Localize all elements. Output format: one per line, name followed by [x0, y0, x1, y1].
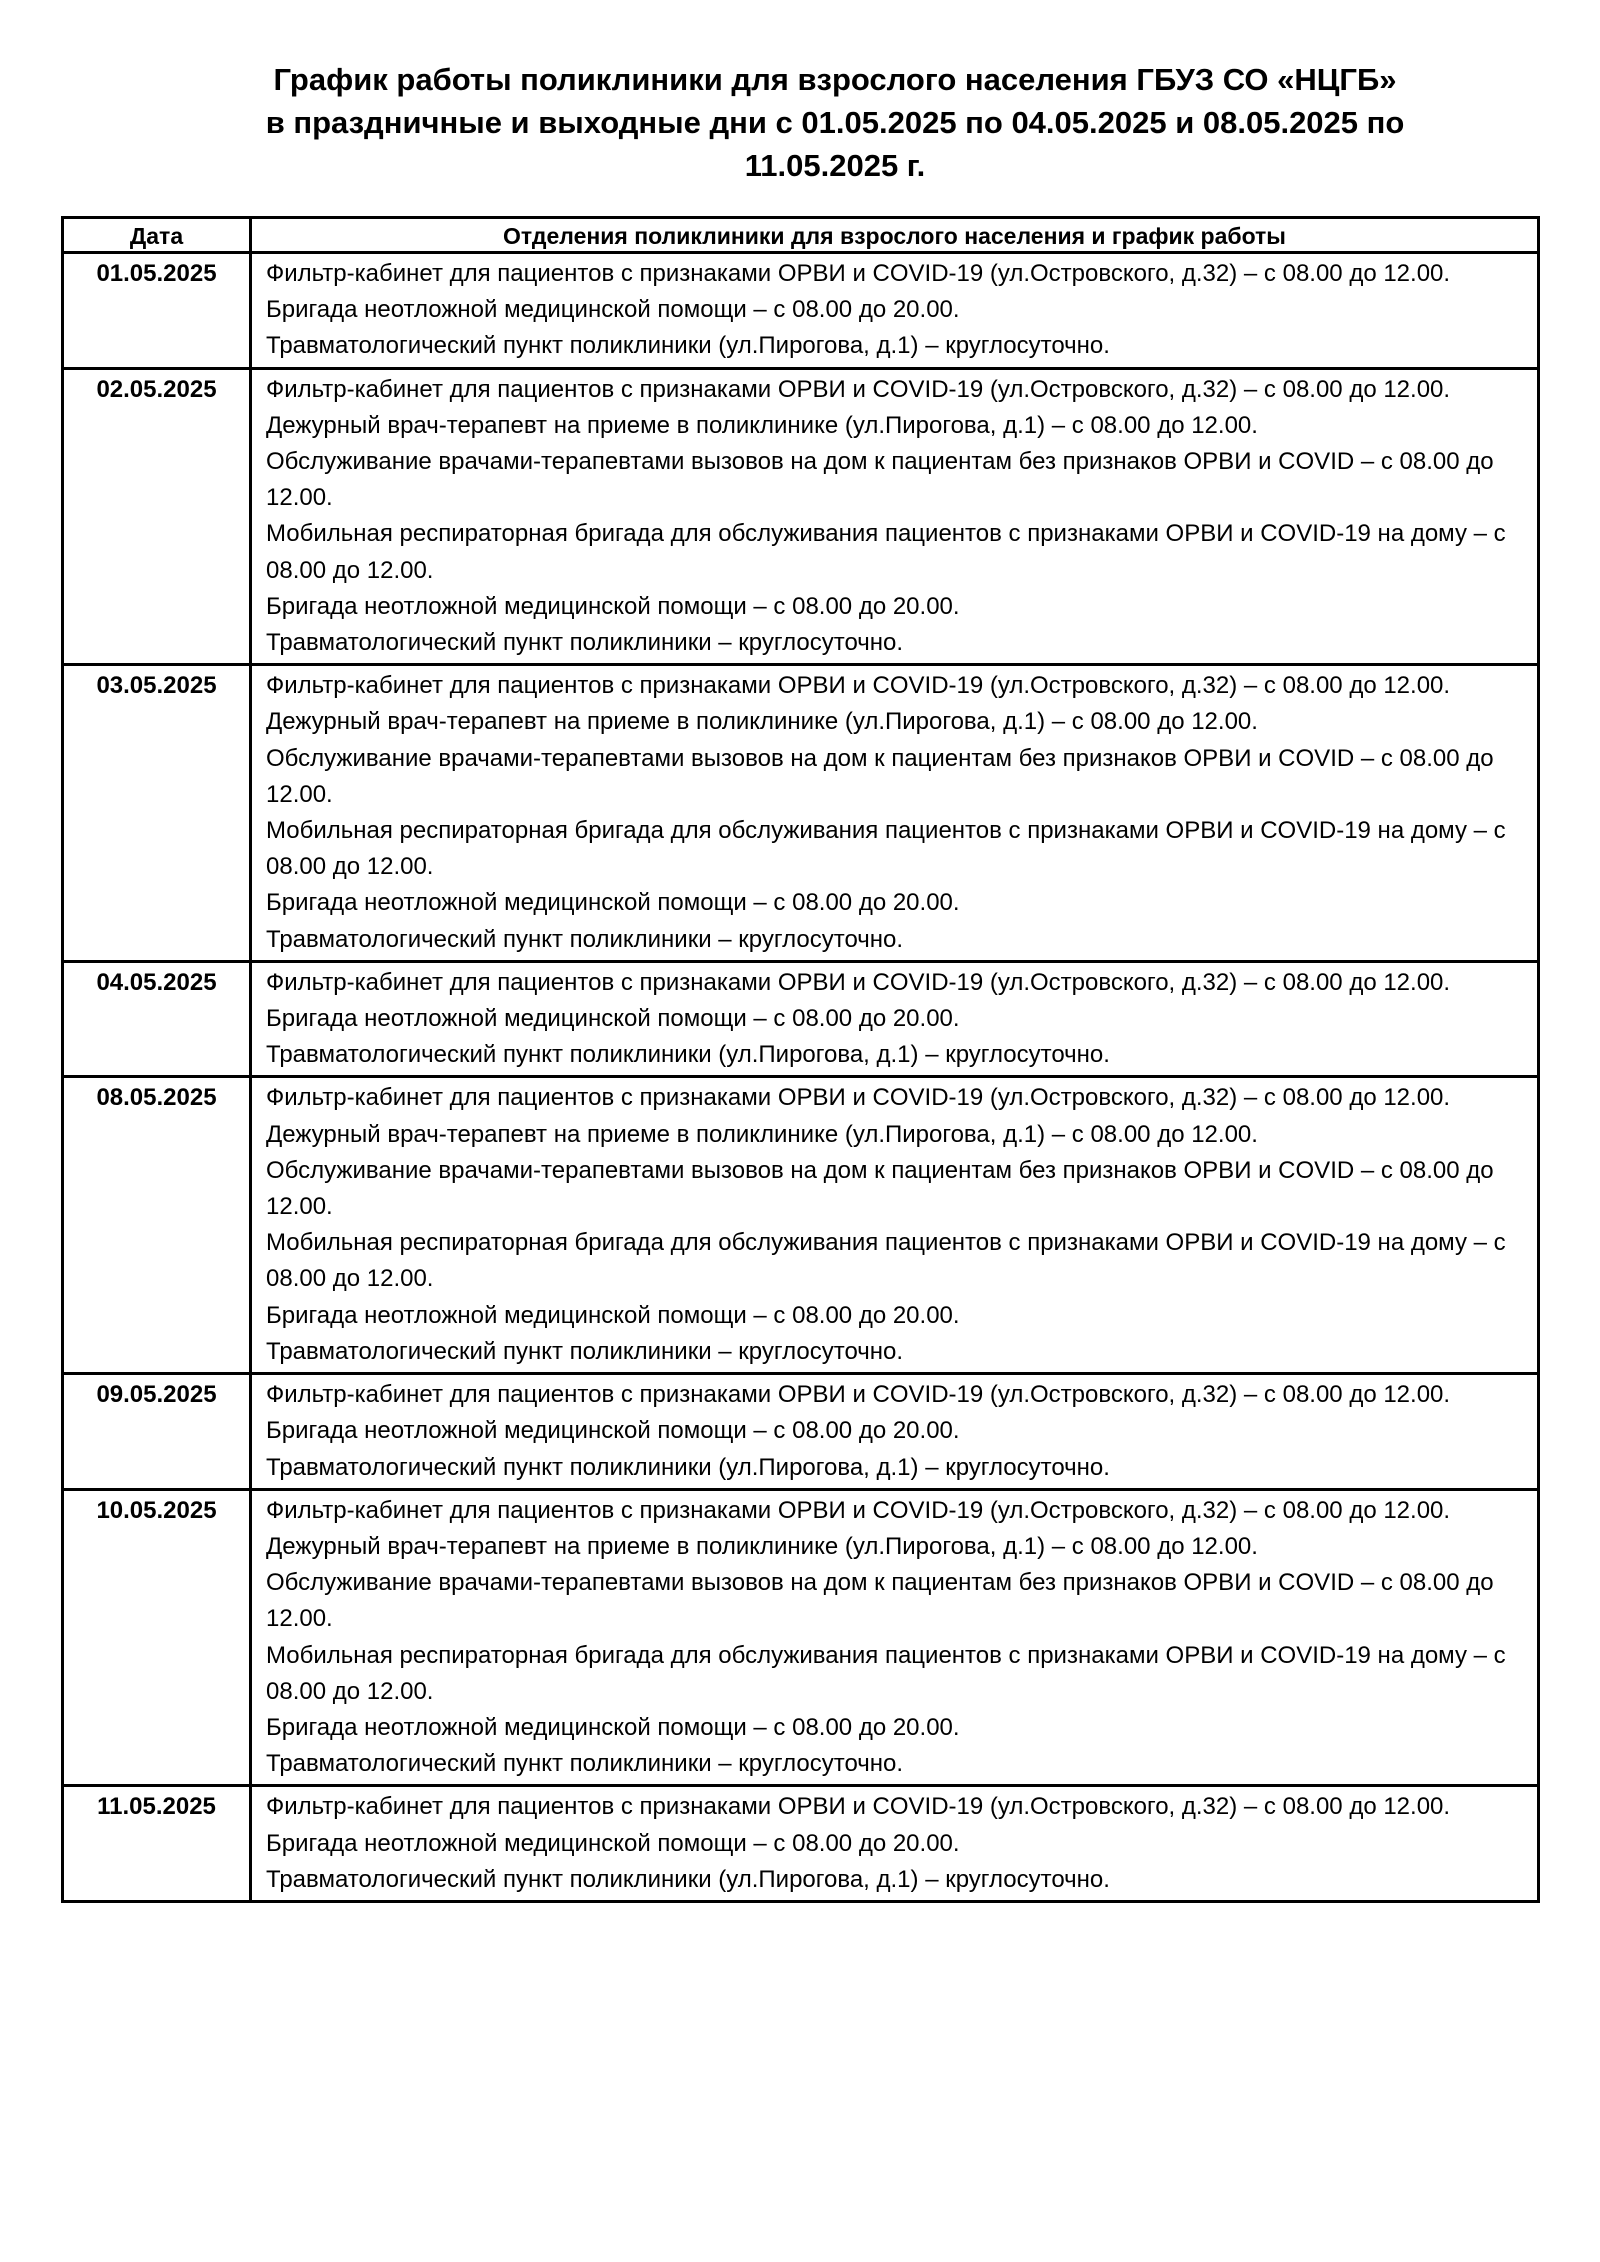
schedule-entry: Травматологический пункт поликлиники (ул.Пирогова, д.1) – круглосуточно.: [266, 1865, 1110, 1893]
table-row: [63, 1489, 1539, 1786]
row-date: 09.05.2025: [63, 1374, 251, 1490]
schedule-entry: Фильтр-кабинет для пациентов с признаками ОРВИ и COVID-19 (ул.Островского, д.32) – с 08.00 до 12.00.: [266, 260, 1451, 287]
schedule-entry: Травматологический пункт поликлиники (ул.Пирогова, д.1) – круглосуточно.: [266, 1453, 1110, 1481]
schedule-entry: Травматологический пункт поликлиники (ул.Пирогова, д.1) – круглосуточно.: [266, 332, 1110, 360]
schedule-entry: Дежурный врач-терапевт на приеме в поликлинике (ул.Пирогова, д.1) – с 08.00 до 12.00.: [266, 708, 1258, 736]
row-departments: [251, 1786, 1539, 1902]
schedule-entry: Мобильная респираторная бригада для обслуживания пациентов с признаками ОРВИ и COVID-19 на дому – с 08.00 до 12.00.: [266, 1229, 1506, 1293]
schedule-entry: Мобильная респираторная бригада для обслуживания пациентов с признаками ОРВИ и COVID-19 на дому – с 08.00 до 12.00.: [266, 1641, 1506, 1705]
schedule-entry: Обслуживание врачами-терапевтами вызовов на дом к пациентам без признаков ОРВИ и COVID – с 08.00 до 12.00.: [266, 448, 1494, 512]
row-date: 02.05.2025: [63, 368, 251, 665]
schedule-entry: Травматологический пункт поликлиники – круглосуточно.: [266, 1337, 904, 1365]
schedule-entry: Дежурный врач-терапевт на приеме в поликлинике (ул.Пирогова, д.1) – с 08.00 до 12.00.: [266, 411, 1258, 439]
schedule-entry: Фильтр-кабинет для пациентов с признаками ОРВИ и COVID-19 (ул.Островского, д.32) – с 08.00 до 12.00.: [266, 1793, 1451, 1821]
row-departments: [251, 1489, 1539, 1786]
table-header-row: [63, 218, 1539, 253]
schedule-entry: Фильтр-кабинет для пациентов с признаками ОРВИ и COVID-19 (ул.Островского, д.32) – с 08.00 до 12.00.: [266, 1381, 1451, 1409]
schedule-entry: Бригада неотложной медицинской помощи – с 08.00 до 20.00.: [266, 592, 960, 620]
row-date: 03.05.2025: [63, 665, 251, 962]
title-line: График работы поликлиники для взрослого населения ГБУЗ СО «НЦГБ»: [273, 62, 1397, 97]
schedule-entry: Травматологический пункт поликлиники (ул.Пирогова, д.1) – круглосуточно.: [266, 1041, 1110, 1069]
table-row: [63, 1077, 1539, 1374]
schedule-entry: Мобильная респираторная бригада для обслуживания пациентов с признаками ОРВИ и COVID-19 на дому – с 08.00 до 12.00.: [266, 817, 1506, 881]
table-row: [63, 1374, 1539, 1490]
schedule-entry: Обслуживание врачами-терапевтами вызовов на дом к пациентам без признаков ОРВИ и COVID – с 08.00 до 12.00.: [266, 1156, 1494, 1221]
row-departments: [251, 253, 1539, 369]
schedule-entry: Фильтр-кабинет для пациентов с признаками ОРВИ и COVID-19 (ул.Островского, д.32) – с 08.00 до 12.00.: [266, 1084, 1451, 1112]
row-departments: [251, 1374, 1539, 1490]
schedule-entry: Дежурный врач-терапевт на приеме в поликлинике (ул.Пирогова, д.1) – с 08.00 до 12.00.: [266, 1532, 1258, 1560]
schedule-entry: Бригада неотложной медицинской помощи – с 08.00 до 20.00.: [266, 296, 960, 324]
schedule-entry: Обслуживание врачами-терапевтами вызовов на дом к пациентам без признаков ОРВИ и COVID – с 08.00 до 12.00.: [266, 744, 1494, 808]
schedule-entry: Бригада неотложной медицинской помощи – с 08.00 до 20.00.: [266, 1301, 960, 1329]
schedule-entry: Травматологический пункт поликлиники – круглосуточно.: [266, 925, 904, 953]
schedule-body: [63, 253, 1539, 1902]
table-row: [63, 665, 1539, 962]
schedule-entry: Бригада неотложной медицинской помощи – с 08.00 до 20.00.: [266, 889, 960, 917]
table-row: [63, 253, 1539, 369]
schedule-table: [61, 216, 1540, 1903]
schedule-entry: Бригада неотложной медицинской помощи – с 08.00 до 20.00.: [266, 1417, 960, 1445]
schedule-entry: Обслуживание врачами-терапевтами вызовов на дом к пациентам без признаков ОРВИ и COVID – с 08.00 до 12.00.: [266, 1569, 1494, 1633]
schedule-entry: Бригада неотложной медицинской помощи – с 08.00 до 20.00.: [266, 1713, 960, 1741]
row-date: 08.05.2025: [63, 1077, 251, 1374]
header-departments: Отделения поликлиники для взрослого населения и график работы: [251, 218, 1539, 253]
schedule-entry: Дежурный врач-терапевт на приеме в поликлинике (ул.Пирогова, д.1) – с 08.00 до 12.00.: [266, 1120, 1258, 1148]
schedule-entry: Мобильная респираторная бригада для обслуживания пациентов с признаками ОРВИ и COVID-19 на дому – с 08.00 до 12.00.: [266, 520, 1506, 584]
schedule-entry: Фильтр-кабинет для пациентов с признаками ОРВИ и COVID-19 (ул.Островского, д.32) – с 08.00 до 12.00.: [266, 375, 1451, 403]
row-departments: [251, 368, 1539, 665]
row-date: 01.05.2025: [63, 253, 251, 369]
schedule-entry: Бригада неотложной медицинской помощи – с 08.00 до 20.00.: [266, 1829, 960, 1857]
table-row: [63, 368, 1539, 665]
schedule-entry: Фильтр-кабинет для пациентов с признаками ОРВИ и COVID-19 (ул.Островского, д.32) – с 08.00 до 12.00.: [266, 968, 1451, 996]
table-row: [63, 1786, 1539, 1902]
row-date: 10.05.2025: [63, 1489, 251, 1786]
row-departments: [251, 1077, 1539, 1374]
header-date: Дата: [63, 218, 251, 253]
row-date: 11.05.2025: [63, 1786, 251, 1902]
row-date: 04.05.2025: [63, 961, 251, 1077]
schedule-entry: Бригада неотложной медицинской помощи – с 08.00 до 20.00.: [266, 1005, 960, 1033]
schedule-entry: Фильтр-кабинет для пациентов с признаками ОРВИ и COVID-19 (ул.Островского, д.32) – с 08.00 до 12.00.: [266, 672, 1451, 700]
title-line: 11.05.2025 г.: [744, 148, 926, 183]
table-row: [63, 961, 1539, 1077]
row-departments: [251, 961, 1539, 1077]
row-departments: [251, 665, 1539, 962]
document-title: [200, 58, 1470, 187]
title-line: в праздничные и выходные дни с 01.05.2025 по 04.05.2025 и 08.05.2025 по: [265, 105, 1405, 140]
schedule-entry: Фильтр-кабинет для пациентов с признаками ОРВИ и COVID-19 (ул.Островского, д.32) – с 08.00 до 12.00.: [266, 1496, 1451, 1524]
schedule-entry: Травматологический пункт поликлиники – круглосуточно.: [266, 1750, 904, 1778]
schedule-entry: Травматологический пункт поликлиники – круглосуточно.: [266, 629, 904, 657]
